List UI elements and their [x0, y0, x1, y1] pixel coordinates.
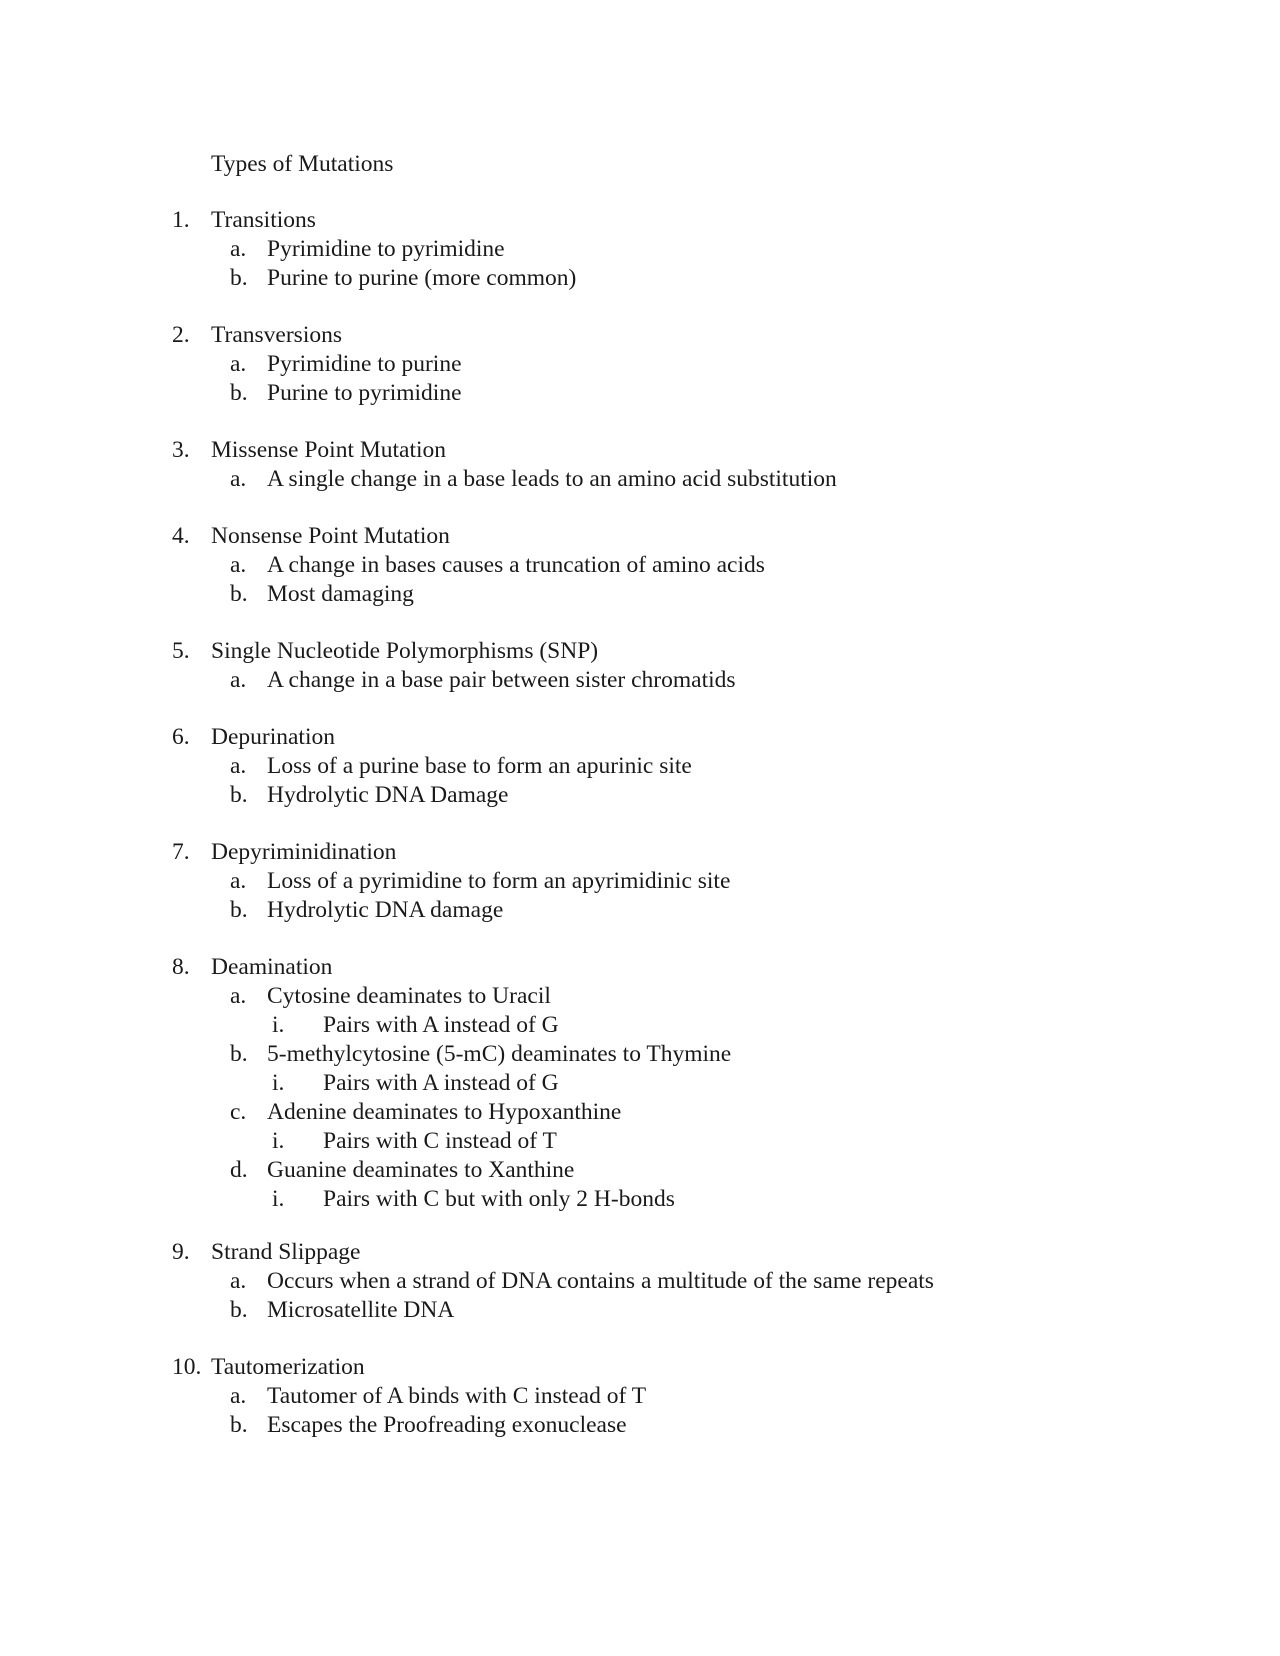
section-heading — [0, 1353, 1280, 1382]
sub-item-number: i. — [272, 1070, 285, 1096]
item-letter: b. — [230, 1297, 248, 1323]
item-text: A single change in a base leads to an amino acid substitution — [267, 466, 837, 492]
item-letter: a. — [230, 552, 247, 578]
list-item — [0, 867, 1280, 896]
item-text: Tautomer of A binds with C instead of T — [267, 1383, 647, 1409]
section-title: Missense Point Mutation — [211, 437, 447, 463]
list-item — [0, 350, 1280, 379]
section-heading — [0, 321, 1280, 350]
section-number: 8. — [172, 954, 190, 980]
list-item — [0, 379, 1280, 408]
item-text: Occurs when a strand of DNA contains a multitude of the same repeats — [267, 1268, 934, 1294]
item-letter: a. — [230, 1383, 247, 1409]
item-letter: d. — [230, 1157, 248, 1183]
section — [0, 436, 1280, 494]
section — [0, 321, 1280, 408]
list-item — [0, 1098, 1280, 1127]
section — [0, 637, 1280, 695]
list-item — [0, 465, 1280, 494]
section-title: Depurination — [211, 724, 335, 750]
item-text: Loss of a pyrimidine to form an apyrimidinic site — [267, 868, 731, 894]
sub-item-number: i. — [272, 1012, 285, 1038]
item-text: Loss of a purine base to form an apurinic site — [267, 753, 692, 779]
item-letter: b. — [230, 581, 248, 607]
item-letter: a. — [230, 983, 247, 1009]
section-number: 4. — [172, 523, 190, 549]
section — [0, 723, 1280, 810]
item-text: Cytosine deaminates to Uracil — [267, 983, 551, 1009]
sub-item-number: i. — [272, 1186, 285, 1212]
list-item — [0, 1296, 1280, 1325]
sub-item-text: Pairs with C instead of T — [323, 1128, 557, 1154]
item-letter: a. — [230, 236, 247, 262]
section — [0, 953, 1280, 1214]
sub-item-number: i. — [272, 1128, 285, 1154]
item-letter: a. — [230, 667, 247, 693]
section-number: 6. — [172, 724, 190, 750]
item-text: 5-methylcytosine (5-mC) deaminates to Thymine — [267, 1041, 732, 1067]
sub-item — [0, 1185, 1280, 1214]
sub-item — [0, 1011, 1280, 1040]
item-letter: a. — [230, 351, 247, 377]
list-item — [0, 1156, 1280, 1185]
section-heading — [0, 723, 1280, 752]
section-title: Nonsense Point Mutation — [211, 523, 450, 549]
section-heading — [0, 436, 1280, 465]
list-item — [0, 1382, 1280, 1411]
list-item — [0, 1040, 1280, 1069]
section — [0, 206, 1280, 293]
section-title: Transitions — [211, 207, 316, 233]
item-letter: a. — [230, 466, 247, 492]
list-item — [0, 1411, 1280, 1440]
item-letter: a. — [230, 1268, 247, 1294]
list-item — [0, 1267, 1280, 1296]
item-text: Purine to pyrimidine — [267, 380, 462, 406]
section — [0, 1238, 1280, 1325]
item-text: Pyrimidine to pyrimidine — [267, 236, 505, 262]
item-letter: c. — [230, 1099, 247, 1125]
sub-item — [0, 1127, 1280, 1156]
section-title: Single Nucleotide Polymorphisms (SNP) — [211, 638, 599, 664]
section-title: Deamination — [211, 954, 333, 980]
section-heading — [0, 637, 1280, 666]
section-heading — [0, 522, 1280, 551]
list-item — [0, 666, 1280, 695]
section-heading — [0, 838, 1280, 867]
section-heading — [0, 1238, 1280, 1267]
list-item — [0, 580, 1280, 609]
item-text: A change in bases causes a truncation of amino acids — [267, 552, 765, 578]
item-text: Hydrolytic DNA damage — [267, 897, 504, 923]
list-item — [0, 982, 1280, 1011]
page-title: Types of Mutations — [211, 151, 394, 177]
section-number: 1. — [172, 207, 190, 233]
list-item — [0, 551, 1280, 580]
section-title: Depyriminidination — [211, 839, 397, 865]
item-text: Most damaging — [267, 581, 414, 607]
section-number: 10. — [172, 1354, 202, 1380]
section-title: Transversions — [211, 322, 343, 348]
list-item — [0, 264, 1280, 293]
item-letter: a. — [230, 868, 247, 894]
section — [0, 522, 1280, 609]
item-text: A change in a base pair between sister chromatids — [267, 667, 736, 693]
item-text: Hydrolytic DNA Damage — [267, 782, 509, 808]
section-number: 7. — [172, 839, 190, 865]
section-number: 5. — [172, 638, 190, 664]
item-text: Guanine deaminates to Xanthine — [267, 1157, 575, 1183]
sub-item-text: Pairs with C but with only 2 H-bonds — [323, 1186, 675, 1212]
list-item — [0, 752, 1280, 781]
item-letter: b. — [230, 782, 248, 808]
section-title: Tautomerization — [211, 1354, 365, 1380]
sub-item — [0, 1069, 1280, 1098]
item-letter: b. — [230, 897, 248, 923]
item-text: Microsatellite DNA — [267, 1297, 455, 1323]
section — [0, 1353, 1280, 1440]
section-number: 2. — [172, 322, 190, 348]
section-number: 3. — [172, 437, 190, 463]
item-text: Adenine deaminates to Hypoxanthine — [267, 1099, 622, 1125]
sub-item-text: Pairs with A instead of G — [323, 1070, 559, 1096]
item-text: Purine to purine (more common) — [267, 265, 577, 291]
item-letter: b. — [230, 265, 248, 291]
item-letter: b. — [230, 1041, 248, 1067]
item-text: Escapes the Proofreading exonuclease — [267, 1412, 627, 1438]
item-letter: b. — [230, 1412, 248, 1438]
sub-item-text: Pairs with A instead of G — [323, 1012, 559, 1038]
list-item — [0, 896, 1280, 925]
section-title: Strand Slippage — [211, 1239, 361, 1265]
section-heading — [0, 206, 1280, 235]
item-letter: a. — [230, 753, 247, 779]
item-text: Pyrimidine to purine — [267, 351, 462, 377]
list-item — [0, 235, 1280, 264]
section-number: 9. — [172, 1239, 190, 1265]
list-item — [0, 781, 1280, 810]
section — [0, 838, 1280, 925]
section-heading — [0, 953, 1280, 982]
item-letter: b. — [230, 380, 248, 406]
